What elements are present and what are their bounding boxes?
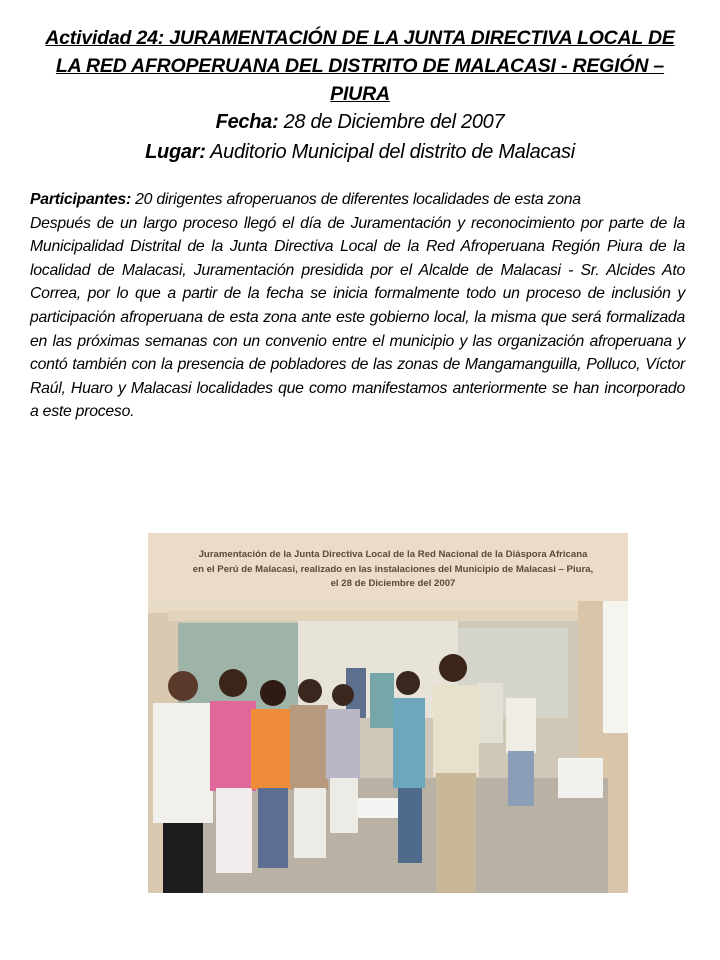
caption-line-2: en el Perú de Malacasi, realizado en las instalaciones del Municipio de Malacasi – Piura,	[192, 563, 594, 575]
photo-caption	[168, 548, 618, 592]
participantes-label: Participantes:	[30, 191, 131, 208]
title-line-3: PIURA	[330, 83, 390, 105]
lugar-line	[0, 141, 720, 164]
document-title	[22, 24, 698, 108]
title-line-1: Actividad 24: JURAMENTACIÓN DE LA JUNTA DIRECTIVA LOCAL DE	[45, 27, 675, 49]
caption-line-3: el 28 de Diciembre del 2007	[330, 578, 456, 589]
fecha-label: Fecha:	[215, 111, 279, 133]
lugar-value: Auditorio Municipal del distrito de Malacasi	[205, 141, 575, 163]
event-photo	[148, 533, 628, 893]
fecha-line	[0, 111, 720, 134]
participantes-value: 20 dirigentes afroperuanos de diferentes localidades de esta zona	[130, 191, 581, 208]
participantes-line	[30, 188, 685, 212]
lugar-label: Lugar:	[145, 141, 206, 163]
body-section	[30, 188, 685, 424]
title-line-2: LA RED AFROPERUANA DEL DISTRITO DE MALACASI - REGIÓN –	[55, 55, 665, 77]
caption-line-1: Juramentación de la Junta Directiva Local de la Red Nacional de la Diáspora Africana	[198, 549, 588, 560]
fecha-value: 28 de Diciembre del 2007	[278, 111, 505, 133]
body-paragraph: Después de un largo proceso llegó el día de Juramentación y reconocimiento por parte de la Municipalidad Distrital de la Junta Directiva Local de la Red Afroperuana Región Piura de la localidad de Malacasi, Juramentación presidida por el Alcalde de Malacasi - Sr. Alcides Ato Correa, por lo que a partir de la fecha se inicia formalmente todo un proceso de inclusión y participación afroperuana de esta zona ante este gobierno local, la misma que será formalizada en las próximas semanas con un convenio entre el municipio y las organización afroperuana y contó también con la presencia de pobladores de las zonas de Mangamanguilla, Polluco, Víctor Raúl, Huaro y Malacasi localidades que como manifestamos anteriormente se han incorporado a este proceso.	[30, 214, 685, 421]
